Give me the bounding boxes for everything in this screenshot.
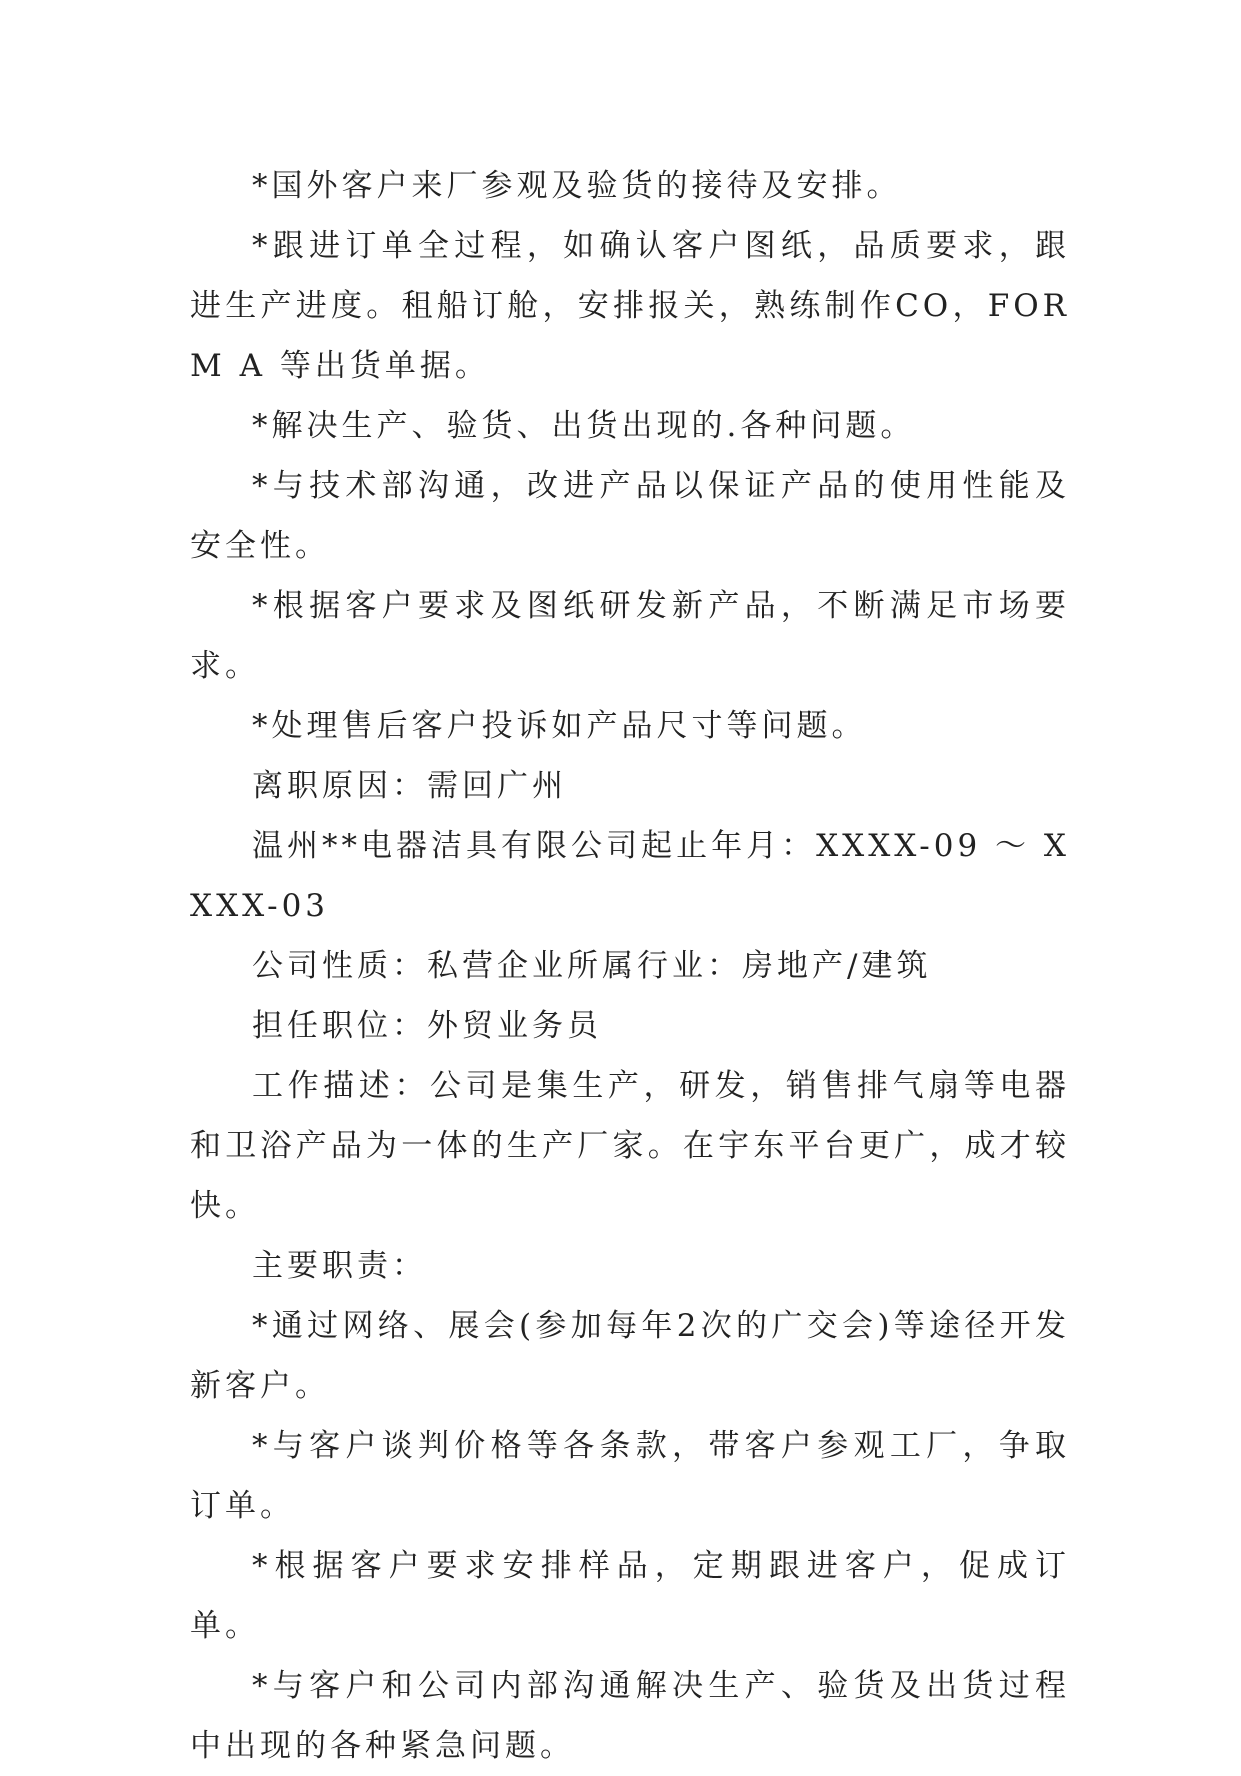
paragraph-position: 担任职位：外贸业务员: [252, 1008, 602, 1044]
paragraph-job-description: 工作描述：公司是集生产，研发，销售排气扇等电器和卫浴产品为一体的生产厂家。在宇东平台更广，成才较快。: [190, 1068, 1070, 1224]
paragraph-foreign-client-reception: *国外客户来厂参观及验货的接待及安排。: [252, 168, 902, 204]
paragraph-leaving-reason: 离职原因：需回广州: [252, 768, 567, 804]
paragraph-price-negotiation: *与客户谈判价格等各条款，带客户参观工厂，争取订单。: [190, 1428, 1070, 1524]
paragraph-main-duties-heading: 主要职责：: [252, 1248, 427, 1284]
paragraph-urgent-issues: *与客户和公司内部沟通解决生产、验货及出货过程中出现的各种紧急问题。: [190, 1668, 1070, 1764]
paragraph-tech-communication: *与技术部沟通，改进产品以保证产品的使用性能及安全性。: [190, 468, 1070, 564]
paragraph-sample-arrangement: *根据客户要求安排样品，定期跟进客户，促成订单。: [190, 1548, 1070, 1644]
paragraph-company-period: 温州**电器洁具有限公司起止年月：XXXX-09 ～ XXXX-03: [190, 828, 1070, 924]
paragraph-new-product-development: *根据客户要求及图纸研发新产品，不断满足市场要求。: [190, 588, 1070, 684]
paragraph-order-follow-up: *跟进订单全过程，如确认客户图纸，品质要求，跟进生产进度。租船订舱，安排报关，熟练制作CO，FORM A 等出货单据。: [190, 228, 1070, 384]
paragraph-after-sales: *处理售后客户投诉如产品尺寸等问题。: [252, 708, 867, 744]
paragraph-problem-solving: *解决生产、验货、出货出现的.各种问题。: [252, 408, 916, 444]
paragraph-company-nature: 公司性质：私营企业所属行业：房地产/建筑: [252, 948, 932, 984]
document-body: [190, 156, 1070, 1776]
paragraph-client-development: *通过网络、展会(参加每年2次的广交会)等途径开发新客户。: [190, 1308, 1070, 1404]
